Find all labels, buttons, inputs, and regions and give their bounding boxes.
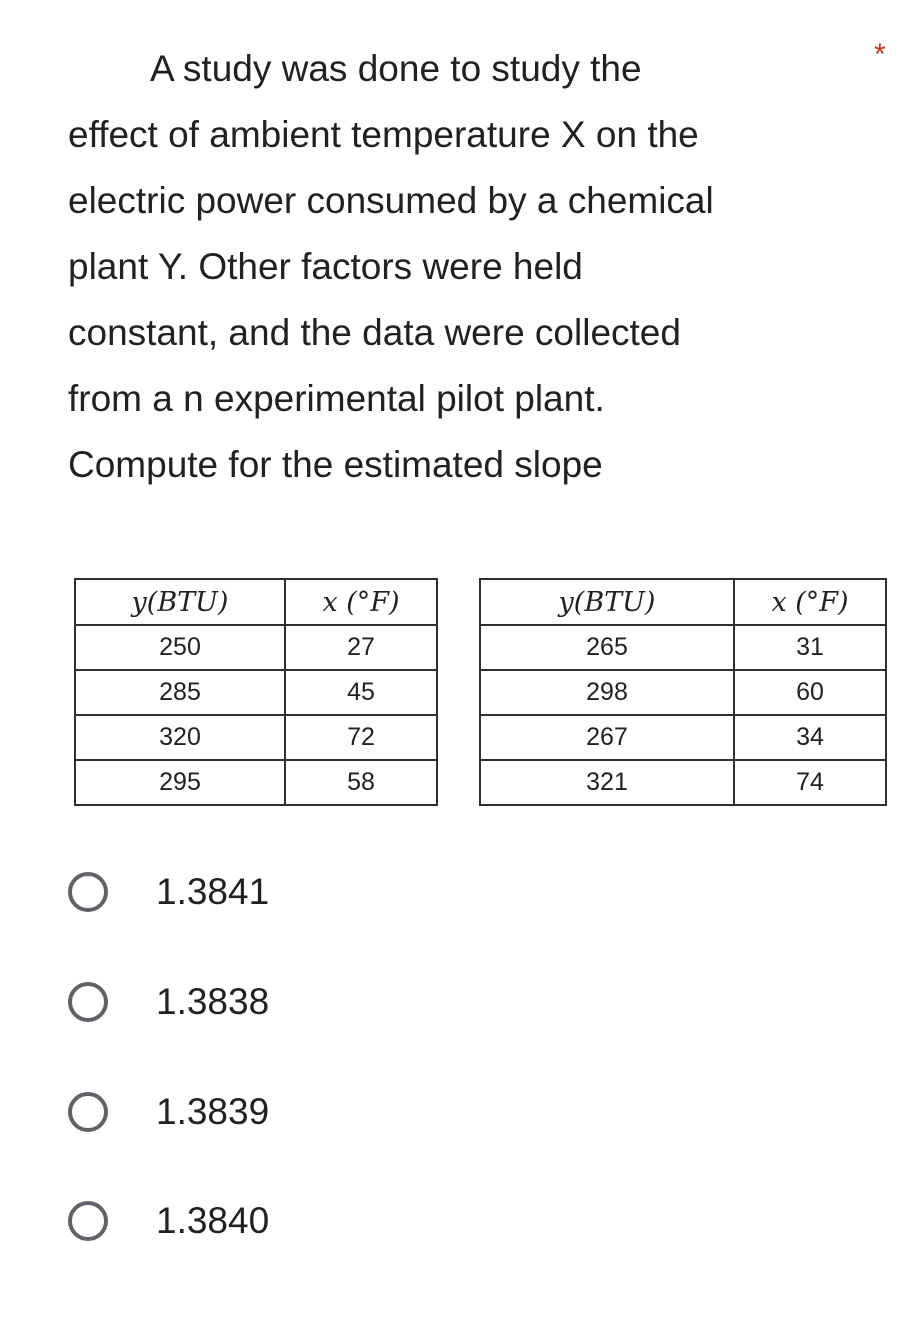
cell-x: 74 xyxy=(734,760,886,805)
cell-y: 295 xyxy=(75,760,285,805)
radio-button[interactable] xyxy=(68,982,108,1022)
cell-x: 27 xyxy=(285,625,437,670)
option-label: 1.3839 xyxy=(156,1091,270,1132)
table-row xyxy=(480,625,886,670)
cell-x: 31 xyxy=(734,625,886,670)
cell-y: 298 xyxy=(480,670,734,715)
cell-y: 267 xyxy=(480,715,734,760)
cell-y: 321 xyxy=(480,760,734,805)
question-line: plant Y. Other factors were held xyxy=(68,246,583,287)
option-label: 1.3841 xyxy=(156,871,270,912)
column-header-y: y(BTU) xyxy=(75,579,285,625)
table-row xyxy=(480,670,886,715)
option-label: 1.3838 xyxy=(156,981,270,1022)
column-header-x: x (°F) xyxy=(734,579,886,625)
answer-option[interactable] xyxy=(68,1084,269,1140)
answer-option[interactable] xyxy=(68,864,269,920)
radio-button[interactable] xyxy=(68,872,108,912)
table-row xyxy=(480,760,886,805)
cell-x: 72 xyxy=(285,715,437,760)
radio-button[interactable] xyxy=(68,1092,108,1132)
column-header-x: x (°F) xyxy=(285,579,437,625)
table-row xyxy=(75,715,437,760)
question-line: Compute for the estimated slope xyxy=(68,444,603,485)
cell-x: 58 xyxy=(285,760,437,805)
option-label: 1.3840 xyxy=(156,1200,270,1241)
question-line: from a n experimental pilot plant. xyxy=(68,378,605,419)
answer-option[interactable] xyxy=(68,974,269,1030)
table-header-row xyxy=(480,579,886,625)
table-row xyxy=(480,715,886,760)
answer-option[interactable] xyxy=(68,1193,269,1249)
table-row xyxy=(75,625,437,670)
cell-y: 250 xyxy=(75,625,285,670)
cell-y: 320 xyxy=(75,715,285,760)
radio-button[interactable] xyxy=(68,1201,108,1241)
cell-x: 60 xyxy=(734,670,886,715)
cell-x: 34 xyxy=(734,715,886,760)
cell-y: 265 xyxy=(480,625,734,670)
question-line: effect of ambient temperature X on the xyxy=(68,114,699,155)
cell-y: 285 xyxy=(75,670,285,715)
column-header-y: y(BTU) xyxy=(480,579,734,625)
question-line: electric power consumed by a chemical xyxy=(68,180,714,221)
required-asterisk: * xyxy=(874,38,886,71)
table-row xyxy=(75,670,437,715)
question-line: constant, and the data were collected xyxy=(68,312,681,353)
question-text xyxy=(68,36,878,498)
question-line: A study was done to study the xyxy=(150,48,642,89)
cell-x: 45 xyxy=(285,670,437,715)
data-table-left xyxy=(74,578,438,806)
table-row xyxy=(75,760,437,805)
data-table-right xyxy=(479,578,887,806)
table-header-row xyxy=(75,579,437,625)
